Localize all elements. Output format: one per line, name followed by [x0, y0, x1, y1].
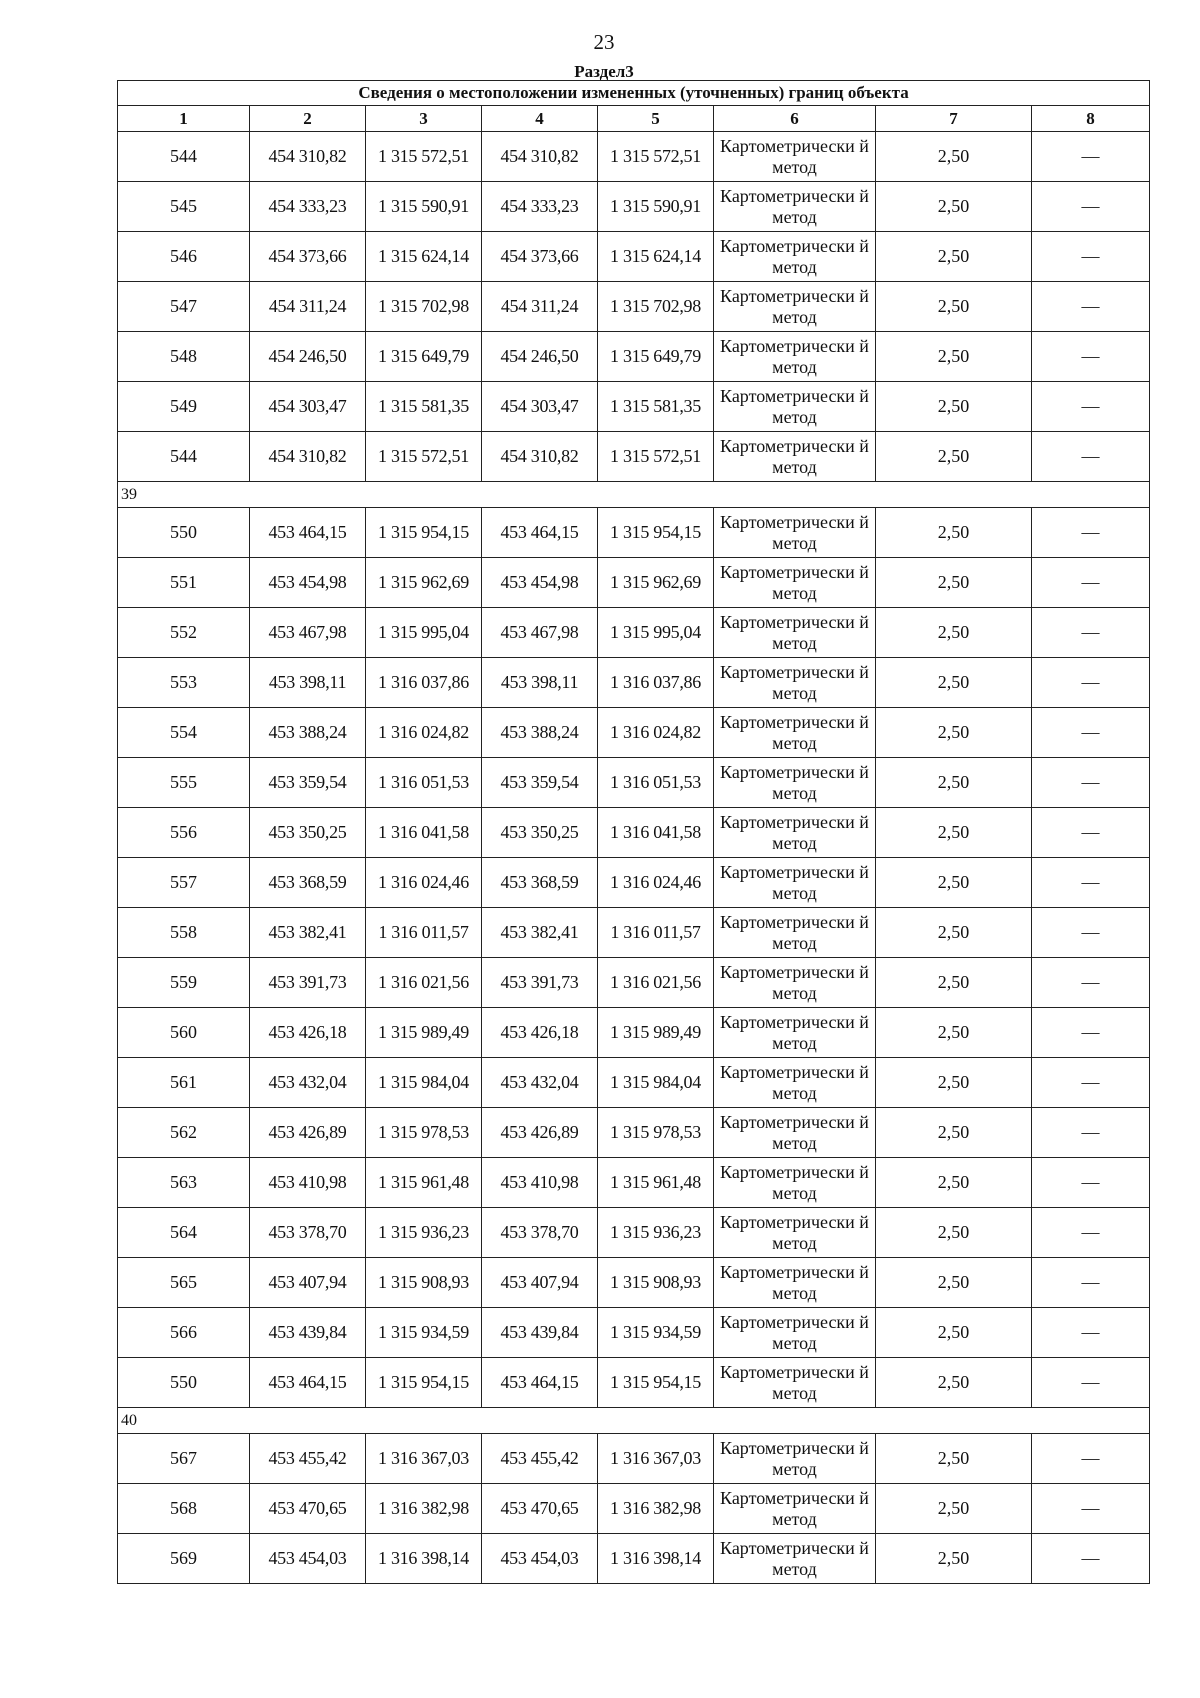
- x-old-cell: 453 378,70: [250, 1208, 366, 1258]
- x-new-cell: 454 303,47: [482, 382, 598, 432]
- method-cell: Картометрически й метод: [714, 1258, 876, 1308]
- table-row: [118, 232, 1150, 282]
- y-old-cell: 1 315 581,35: [366, 382, 482, 432]
- point-number-cell: 555: [118, 758, 250, 808]
- table-row: [118, 1434, 1150, 1484]
- table-row: [118, 1008, 1150, 1058]
- accuracy-cell: 2,50: [876, 1258, 1032, 1308]
- x-new-cell: 454 246,50: [482, 332, 598, 382]
- point-number-cell: 559: [118, 958, 250, 1008]
- table-row: [118, 958, 1150, 1008]
- x-old-cell: 454 373,66: [250, 232, 366, 282]
- x-new-cell: 453 378,70: [482, 1208, 598, 1258]
- point-number-cell: 560: [118, 1008, 250, 1058]
- y-old-cell: 1 315 624,14: [366, 232, 482, 282]
- method-cell: Картометрически й метод: [714, 132, 876, 182]
- x-old-cell: 453 439,84: [250, 1308, 366, 1358]
- note-cell: —: [1032, 1358, 1150, 1408]
- point-number-cell: 558: [118, 908, 250, 958]
- accuracy-cell: 2,50: [876, 1108, 1032, 1158]
- y-new-cell: 1 316 024,46: [598, 858, 714, 908]
- point-number-cell: 562: [118, 1108, 250, 1158]
- y-new-cell: 1 316 037,86: [598, 658, 714, 708]
- y-new-cell: 1 315 581,35: [598, 382, 714, 432]
- x-new-cell: 453 407,94: [482, 1258, 598, 1308]
- x-old-cell: 453 410,98: [250, 1158, 366, 1208]
- x-old-cell: 453 398,11: [250, 658, 366, 708]
- contour-number: 39: [118, 482, 1150, 508]
- column-number: 2: [250, 106, 366, 132]
- method-cell: Картометрически й метод: [714, 1058, 876, 1108]
- y-new-cell: 1 315 590,91: [598, 182, 714, 232]
- table-row: [118, 1258, 1150, 1308]
- note-cell: —: [1032, 1058, 1150, 1108]
- y-old-cell: 1 315 954,15: [366, 508, 482, 558]
- table-row: [118, 282, 1150, 332]
- note-cell: —: [1032, 508, 1150, 558]
- x-old-cell: 453 467,98: [250, 608, 366, 658]
- x-new-cell: 454 310,82: [482, 132, 598, 182]
- point-number-cell: 566: [118, 1308, 250, 1358]
- x-old-cell: 454 310,82: [250, 432, 366, 482]
- contour-group-row: [118, 482, 1150, 508]
- table-row: [118, 1534, 1150, 1584]
- x-new-cell: 454 311,24: [482, 282, 598, 332]
- method-cell: Картометрически й метод: [714, 908, 876, 958]
- accuracy-cell: 2,50: [876, 808, 1032, 858]
- table-row: [118, 1484, 1150, 1534]
- x-old-cell: 453 432,04: [250, 1058, 366, 1108]
- accuracy-cell: 2,50: [876, 1308, 1032, 1358]
- point-number-cell: 544: [118, 132, 250, 182]
- x-new-cell: 453 426,18: [482, 1008, 598, 1058]
- x-old-cell: 453 426,18: [250, 1008, 366, 1058]
- accuracy-cell: 2,50: [876, 232, 1032, 282]
- table-row: [118, 758, 1150, 808]
- x-new-cell: 453 464,15: [482, 1358, 598, 1408]
- x-new-cell: 453 388,24: [482, 708, 598, 758]
- point-number-cell: 563: [118, 1158, 250, 1208]
- note-cell: —: [1032, 282, 1150, 332]
- note-cell: —: [1032, 658, 1150, 708]
- accuracy-cell: 2,50: [876, 858, 1032, 908]
- note-cell: —: [1032, 558, 1150, 608]
- method-cell: Картометрически й метод: [714, 658, 876, 708]
- table-row: [118, 1108, 1150, 1158]
- y-old-cell: 1 315 962,69: [366, 558, 482, 608]
- x-new-cell: 453 454,98: [482, 558, 598, 608]
- point-number-cell: 564: [118, 1208, 250, 1258]
- accuracy-cell: 2,50: [876, 1158, 1032, 1208]
- accuracy-cell: 2,50: [876, 608, 1032, 658]
- method-cell: Картометрически й метод: [714, 1358, 876, 1408]
- y-new-cell: 1 316 021,56: [598, 958, 714, 1008]
- column-number: 5: [598, 106, 714, 132]
- accuracy-cell: 2,50: [876, 182, 1032, 232]
- table-row: [118, 1058, 1150, 1108]
- y-old-cell: 1 315 936,23: [366, 1208, 482, 1258]
- table-row: [118, 558, 1150, 608]
- y-new-cell: 1 315 954,15: [598, 508, 714, 558]
- point-number-cell: 546: [118, 232, 250, 282]
- note-cell: —: [1032, 382, 1150, 432]
- x-old-cell: 454 303,47: [250, 382, 366, 432]
- y-new-cell: 1 316 382,98: [598, 1484, 714, 1534]
- y-new-cell: 1 316 051,53: [598, 758, 714, 808]
- note-cell: —: [1032, 958, 1150, 1008]
- note-cell: —: [1032, 332, 1150, 382]
- point-number-cell: 544: [118, 432, 250, 482]
- table-row: [118, 132, 1150, 182]
- column-numbers-row: [118, 106, 1150, 132]
- table-row: [118, 1208, 1150, 1258]
- y-new-cell: 1 316 024,82: [598, 708, 714, 758]
- table-row: [118, 708, 1150, 758]
- y-old-cell: 1 315 995,04: [366, 608, 482, 658]
- method-cell: Картометрически й метод: [714, 708, 876, 758]
- accuracy-cell: 2,50: [876, 332, 1032, 382]
- accuracy-cell: 2,50: [876, 658, 1032, 708]
- point-number-cell: 565: [118, 1258, 250, 1308]
- table-row: [118, 332, 1150, 382]
- column-number: 8: [1032, 106, 1150, 132]
- boundary-coordinates-table: [117, 80, 1150, 1584]
- method-cell: Картометрически й метод: [714, 858, 876, 908]
- x-old-cell: 453 470,65: [250, 1484, 366, 1534]
- accuracy-cell: 2,50: [876, 708, 1032, 758]
- accuracy-cell: 2,50: [876, 132, 1032, 182]
- y-new-cell: 1 315 936,23: [598, 1208, 714, 1258]
- x-new-cell: 453 464,15: [482, 508, 598, 558]
- y-new-cell: 1 316 367,03: [598, 1434, 714, 1484]
- point-number-cell: 551: [118, 558, 250, 608]
- table-row: [118, 508, 1150, 558]
- accuracy-cell: 2,50: [876, 1484, 1032, 1534]
- note-cell: —: [1032, 1308, 1150, 1358]
- contour-number: 40: [118, 1408, 1150, 1434]
- accuracy-cell: 2,50: [876, 282, 1032, 332]
- x-new-cell: 453 359,54: [482, 758, 598, 808]
- point-number-cell: 569: [118, 1534, 250, 1584]
- x-old-cell: 454 246,50: [250, 332, 366, 382]
- method-cell: Картометрически й метод: [714, 1158, 876, 1208]
- x-new-cell: 453 426,89: [482, 1108, 598, 1158]
- x-old-cell: 454 333,23: [250, 182, 366, 232]
- column-number: 1: [118, 106, 250, 132]
- x-old-cell: 454 310,82: [250, 132, 366, 182]
- method-cell: Картометрически й метод: [714, 1434, 876, 1484]
- method-cell: Картометрически й метод: [714, 808, 876, 858]
- note-cell: —: [1032, 608, 1150, 658]
- y-old-cell: 1 315 984,04: [366, 1058, 482, 1108]
- y-old-cell: 1 316 367,03: [366, 1434, 482, 1484]
- y-old-cell: 1 315 989,49: [366, 1008, 482, 1058]
- x-new-cell: 453 467,98: [482, 608, 598, 658]
- table-row: [118, 608, 1150, 658]
- y-old-cell: 1 315 702,98: [366, 282, 482, 332]
- column-number: 4: [482, 106, 598, 132]
- accuracy-cell: 2,50: [876, 908, 1032, 958]
- table-body: [118, 81, 1150, 1584]
- accuracy-cell: 2,50: [876, 958, 1032, 1008]
- y-old-cell: 1 315 590,91: [366, 182, 482, 232]
- x-new-cell: 453 350,25: [482, 808, 598, 858]
- x-new-cell: 453 432,04: [482, 1058, 598, 1108]
- y-new-cell: 1 316 011,57: [598, 908, 714, 958]
- x-old-cell: 453 382,41: [250, 908, 366, 958]
- y-new-cell: 1 315 572,51: [598, 432, 714, 482]
- y-old-cell: 1 316 041,58: [366, 808, 482, 858]
- method-cell: Картометрически й метод: [714, 958, 876, 1008]
- x-new-cell: 453 391,73: [482, 958, 598, 1008]
- note-cell: —: [1032, 1484, 1150, 1534]
- x-new-cell: 453 470,65: [482, 1484, 598, 1534]
- method-cell: Картометрически й метод: [714, 282, 876, 332]
- x-new-cell: 454 310,82: [482, 432, 598, 482]
- y-new-cell: 1 315 702,98: [598, 282, 714, 332]
- y-old-cell: 1 315 978,53: [366, 1108, 482, 1158]
- x-new-cell: 453 439,84: [482, 1308, 598, 1358]
- note-cell: —: [1032, 1158, 1150, 1208]
- x-old-cell: 453 464,15: [250, 1358, 366, 1408]
- y-new-cell: 1 315 984,04: [598, 1058, 714, 1108]
- column-number: 6: [714, 106, 876, 132]
- method-cell: Картометрически й метод: [714, 608, 876, 658]
- note-cell: —: [1032, 708, 1150, 758]
- y-new-cell: 1 315 649,79: [598, 332, 714, 382]
- table-row: [118, 432, 1150, 482]
- accuracy-cell: 2,50: [876, 382, 1032, 432]
- column-number: 7: [876, 106, 1032, 132]
- method-cell: Картометрически й метод: [714, 182, 876, 232]
- y-old-cell: 1 315 572,51: [366, 432, 482, 482]
- y-old-cell: 1 316 024,82: [366, 708, 482, 758]
- table-row: [118, 808, 1150, 858]
- y-new-cell: 1 315 572,51: [598, 132, 714, 182]
- x-new-cell: 454 333,23: [482, 182, 598, 232]
- point-number-cell: 549: [118, 382, 250, 432]
- accuracy-cell: 2,50: [876, 558, 1032, 608]
- method-cell: Картометрически й метод: [714, 1208, 876, 1258]
- x-new-cell: 453 382,41: [482, 908, 598, 958]
- y-old-cell: 1 316 024,46: [366, 858, 482, 908]
- y-new-cell: 1 315 961,48: [598, 1158, 714, 1208]
- table-row: [118, 1308, 1150, 1358]
- note-cell: —: [1032, 1008, 1150, 1058]
- y-new-cell: 1 315 934,59: [598, 1308, 714, 1358]
- method-cell: Картометрически й метод: [714, 758, 876, 808]
- x-new-cell: 453 455,42: [482, 1434, 598, 1484]
- page-number: 23: [593, 30, 615, 54]
- table-row: [118, 658, 1150, 708]
- y-new-cell: 1 316 041,58: [598, 808, 714, 858]
- table-caption: Сведения о местоположении измененных (уточненных) границ объекта: [118, 81, 1150, 106]
- point-number-cell: 561: [118, 1058, 250, 1108]
- y-new-cell: 1 315 995,04: [598, 608, 714, 658]
- contour-group-row: [118, 1408, 1150, 1434]
- point-number-cell: 548: [118, 332, 250, 382]
- method-cell: Картометрически й метод: [714, 232, 876, 282]
- accuracy-cell: 2,50: [876, 432, 1032, 482]
- y-old-cell: 1 315 954,15: [366, 1358, 482, 1408]
- y-old-cell: 1 315 908,93: [366, 1258, 482, 1308]
- point-number-cell: 557: [118, 858, 250, 908]
- method-cell: Картометрически й метод: [714, 382, 876, 432]
- x-old-cell: 453 391,73: [250, 958, 366, 1008]
- note-cell: —: [1032, 1208, 1150, 1258]
- note-cell: —: [1032, 1108, 1150, 1158]
- note-cell: —: [1032, 908, 1150, 958]
- note-cell: —: [1032, 232, 1150, 282]
- method-cell: Картометрически й метод: [714, 1534, 876, 1584]
- y-new-cell: 1 315 978,53: [598, 1108, 714, 1158]
- point-number-cell: 556: [118, 808, 250, 858]
- x-old-cell: 453 388,24: [250, 708, 366, 758]
- x-new-cell: 453 454,03: [482, 1534, 598, 1584]
- x-old-cell: 453 464,15: [250, 508, 366, 558]
- method-cell: Картометрически й метод: [714, 1108, 876, 1158]
- y-old-cell: 1 315 961,48: [366, 1158, 482, 1208]
- y-old-cell: 1 315 934,59: [366, 1308, 482, 1358]
- table-row: [118, 182, 1150, 232]
- y-new-cell: 1 315 908,93: [598, 1258, 714, 1308]
- note-cell: —: [1032, 432, 1150, 482]
- note-cell: —: [1032, 758, 1150, 808]
- x-old-cell: 453 454,03: [250, 1534, 366, 1584]
- point-number-cell: 568: [118, 1484, 250, 1534]
- y-new-cell: 1 315 962,69: [598, 558, 714, 608]
- y-old-cell: 1 316 037,86: [366, 658, 482, 708]
- note-cell: —: [1032, 1434, 1150, 1484]
- table-row: [118, 1158, 1150, 1208]
- y-old-cell: 1 316 011,57: [366, 908, 482, 958]
- note-cell: —: [1032, 1534, 1150, 1584]
- point-number-cell: 567: [118, 1434, 250, 1484]
- method-cell: Картометрически й метод: [714, 508, 876, 558]
- y-new-cell: 1 315 989,49: [598, 1008, 714, 1058]
- y-old-cell: 1 316 021,56: [366, 958, 482, 1008]
- x-old-cell: 453 350,25: [250, 808, 366, 858]
- accuracy-cell: 2,50: [876, 1208, 1032, 1258]
- accuracy-cell: 2,50: [876, 1434, 1032, 1484]
- y-old-cell: 1 316 051,53: [366, 758, 482, 808]
- x-old-cell: 453 455,42: [250, 1434, 366, 1484]
- note-cell: —: [1032, 808, 1150, 858]
- accuracy-cell: 2,50: [876, 758, 1032, 808]
- table-row: [118, 908, 1150, 958]
- accuracy-cell: 2,50: [876, 1008, 1032, 1058]
- point-number-cell: 550: [118, 508, 250, 558]
- y-new-cell: 1 316 398,14: [598, 1534, 714, 1584]
- y-old-cell: 1 315 649,79: [366, 332, 482, 382]
- x-old-cell: 453 426,89: [250, 1108, 366, 1158]
- method-cell: Картометрически й метод: [714, 1484, 876, 1534]
- x-old-cell: 453 368,59: [250, 858, 366, 908]
- y-new-cell: 1 315 954,15: [598, 1358, 714, 1408]
- section-title: Раздел3: [574, 62, 634, 81]
- method-cell: Картометрически й метод: [714, 1308, 876, 1358]
- point-number-cell: 553: [118, 658, 250, 708]
- x-old-cell: 453 359,54: [250, 758, 366, 808]
- method-cell: Картометрически й метод: [714, 432, 876, 482]
- point-number-cell: 554: [118, 708, 250, 758]
- table-row: [118, 1358, 1150, 1408]
- accuracy-cell: 2,50: [876, 1534, 1032, 1584]
- point-number-cell: 545: [118, 182, 250, 232]
- method-cell: Картометрически й метод: [714, 1008, 876, 1058]
- x-new-cell: 453 398,11: [482, 658, 598, 708]
- point-number-cell: 550: [118, 1358, 250, 1408]
- accuracy-cell: 2,50: [876, 508, 1032, 558]
- x-new-cell: 453 368,59: [482, 858, 598, 908]
- method-cell: Картометрически й метод: [714, 558, 876, 608]
- point-number-cell: 552: [118, 608, 250, 658]
- point-number-cell: 547: [118, 282, 250, 332]
- x-new-cell: 454 373,66: [482, 232, 598, 282]
- column-number: 3: [366, 106, 482, 132]
- y-old-cell: 1 316 398,14: [366, 1534, 482, 1584]
- accuracy-cell: 2,50: [876, 1058, 1032, 1108]
- y-old-cell: 1 315 572,51: [366, 132, 482, 182]
- x-old-cell: 453 407,94: [250, 1258, 366, 1308]
- note-cell: —: [1032, 182, 1150, 232]
- note-cell: —: [1032, 1258, 1150, 1308]
- y-old-cell: 1 316 382,98: [366, 1484, 482, 1534]
- x-old-cell: 454 311,24: [250, 282, 366, 332]
- table-row: [118, 382, 1150, 432]
- table-caption-row: [118, 81, 1150, 106]
- note-cell: —: [1032, 858, 1150, 908]
- x-old-cell: 453 454,98: [250, 558, 366, 608]
- x-new-cell: 453 410,98: [482, 1158, 598, 1208]
- accuracy-cell: 2,50: [876, 1358, 1032, 1408]
- table-row: [118, 858, 1150, 908]
- y-new-cell: 1 315 624,14: [598, 232, 714, 282]
- note-cell: —: [1032, 132, 1150, 182]
- method-cell: Картометрически й метод: [714, 332, 876, 382]
